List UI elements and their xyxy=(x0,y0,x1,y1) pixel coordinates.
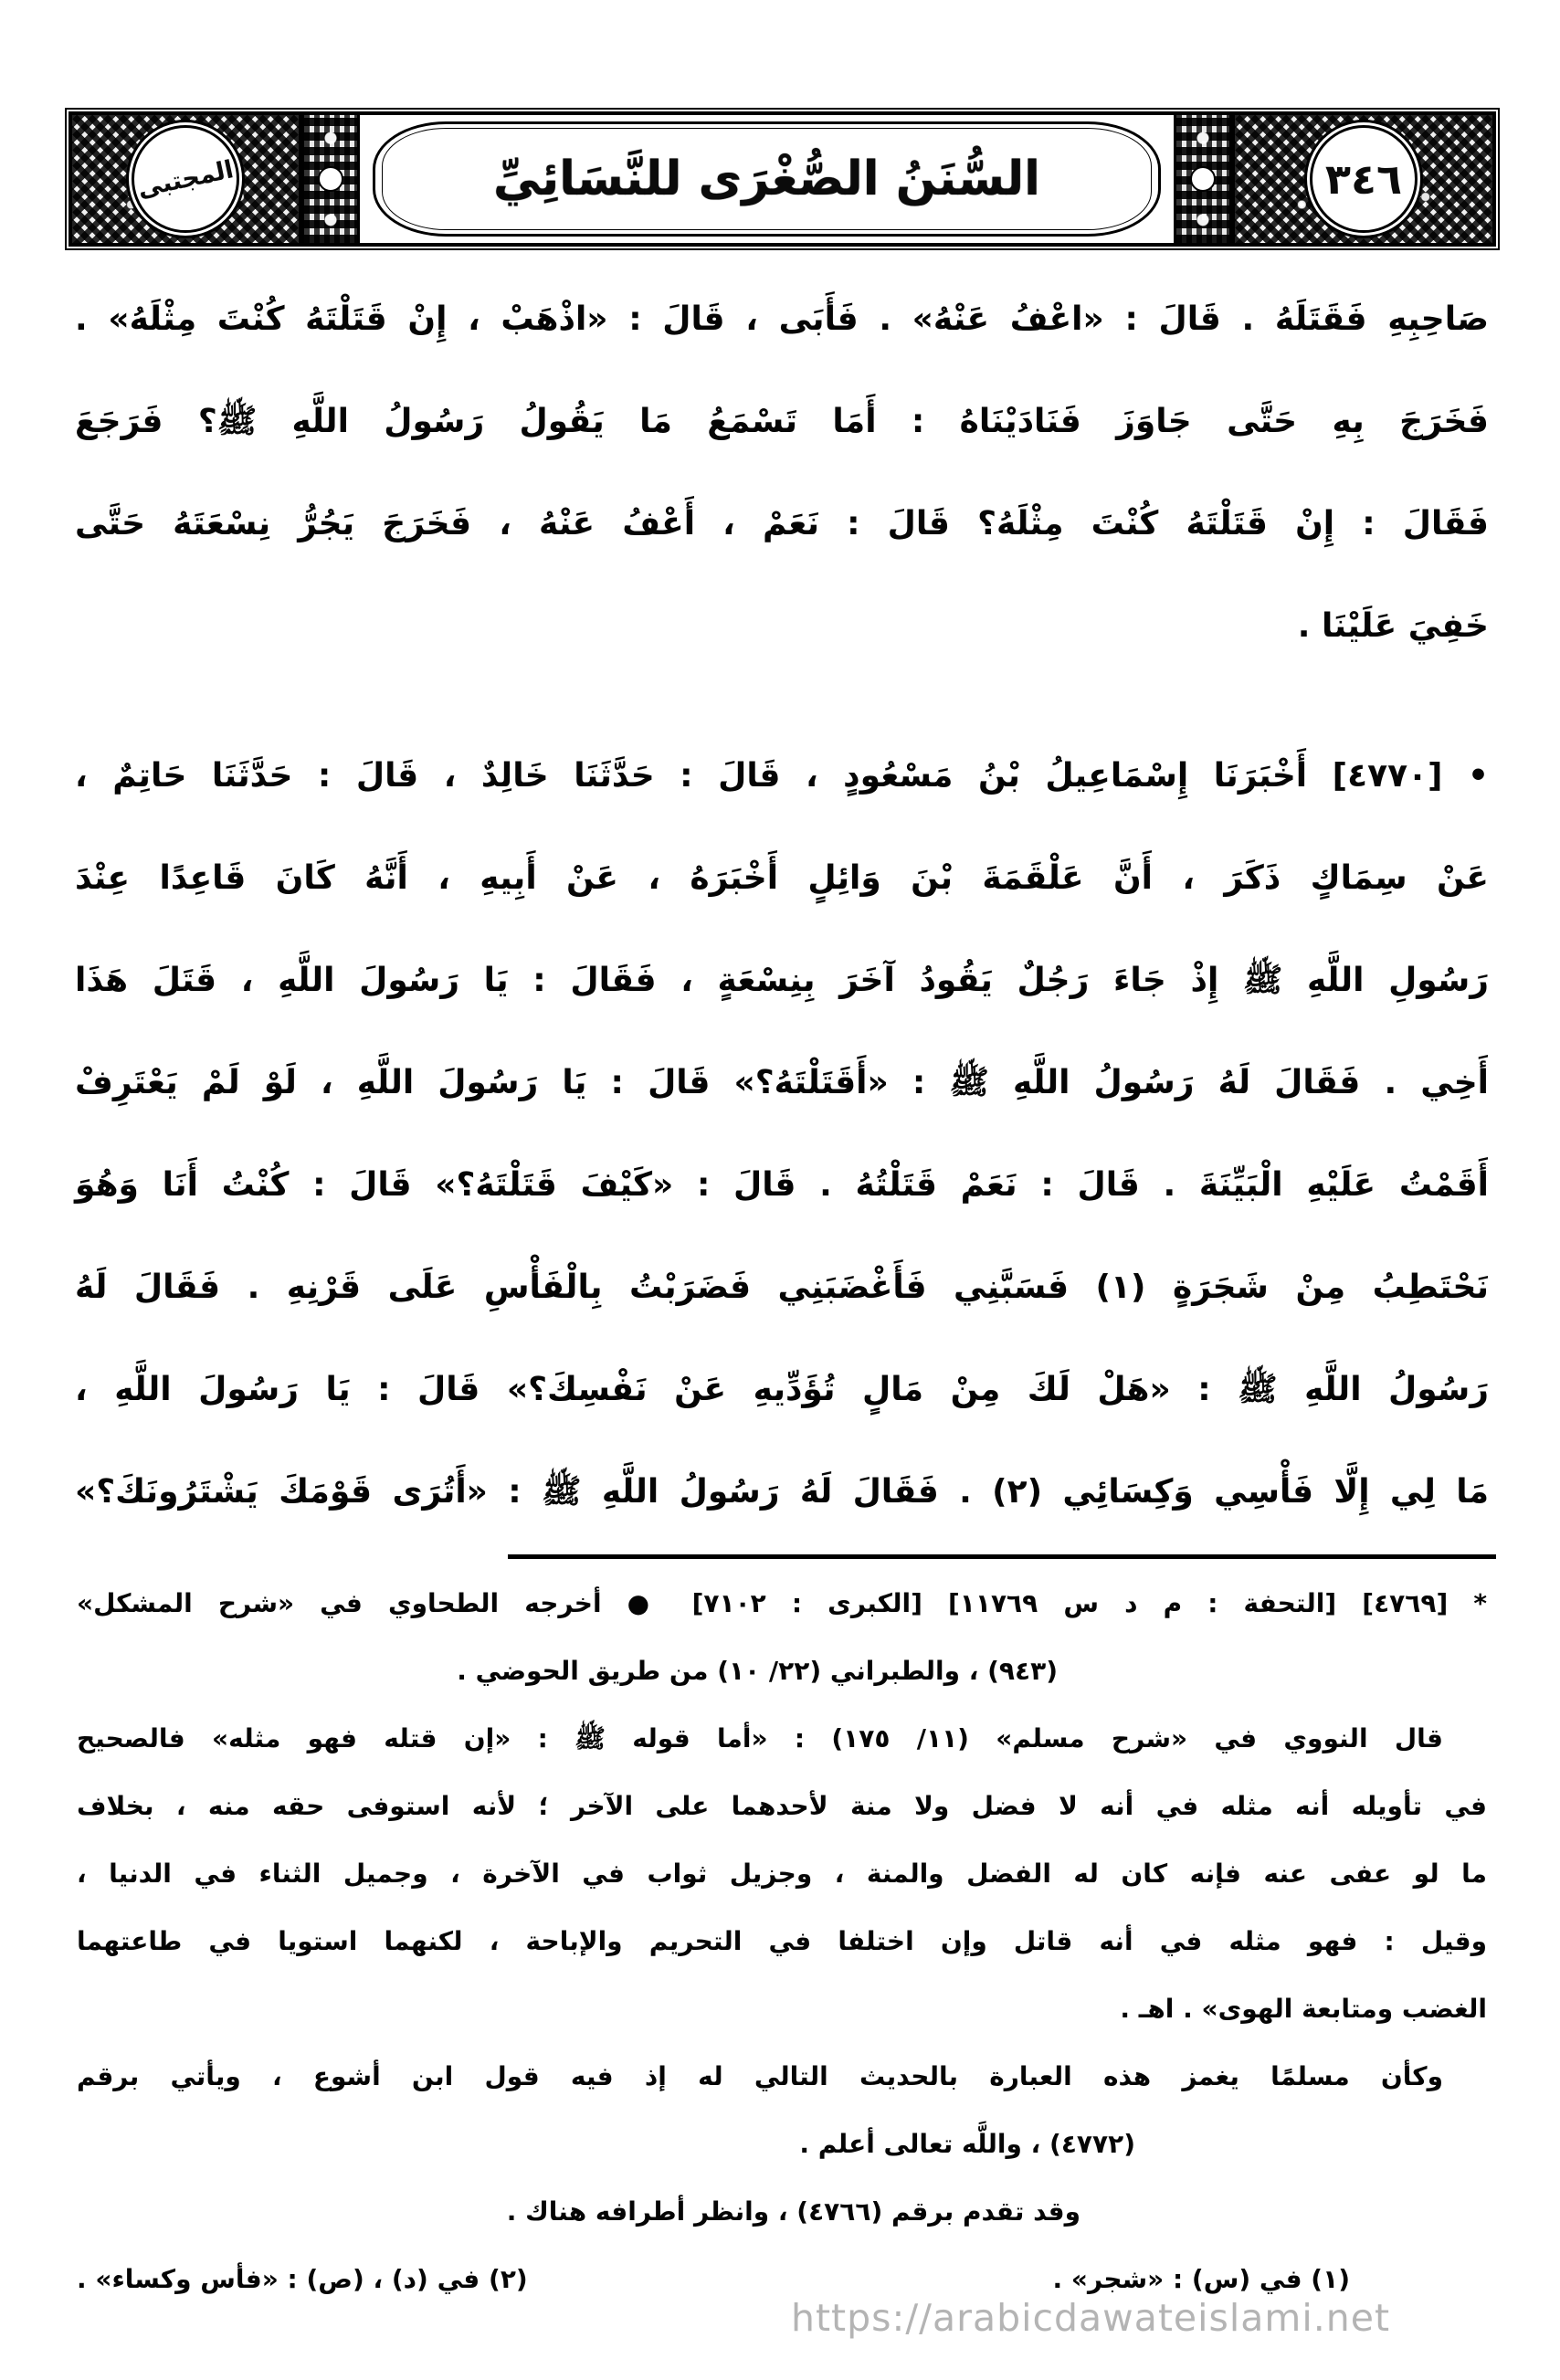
footnote-references-line: * [٤٧٦٩] [التحفة : م د س ١١٧٦٩] [الكبرى : ٧١٠٢] ● أخرجه الطحاوي في «شرح المشكل» xyxy=(77,1588,1487,1618)
medallion-text: المجتبى xyxy=(134,154,237,204)
body-line: خَفِيَ عَلَيْنَا . xyxy=(1297,607,1489,645)
title-cartouche xyxy=(360,115,1174,243)
footnote-line: (٩٤٣) ، والطبراني (٢٢/ ١٠) من طريق الحوضي . xyxy=(457,1656,1058,1686)
body-line: أَخِي . فَقَالَ لَهُ رَسُولُ اللَّهِ ﷺ : «أَقَتَلْتَهُ؟» قَالَ : يَا رَسُولَ اللَّهِ ، لَوْ لَمْ يَعْتَرِفْ xyxy=(75,1064,1489,1101)
page-number-circle xyxy=(1310,125,1418,233)
body-line: فَقَالَ : إِنْ قَتَلْتَهُ كُنْتَ مِثْلَهُ؟ قَالَ : نَعَمْ ، أَعْفُ عَنْهُ ، فَخَرَجَ يَجُرُّ نِسْعَتَهُ حَتَّى xyxy=(75,505,1489,542)
footnote-line: وقيل : فهو مثله في أنه قاتل وإن اختلفا في التحريم والإباحة ، لكنهما استويا في طاعتهما xyxy=(77,1926,1487,1956)
body-line: رَسُولِ اللَّهِ ﷺ إِذْ جَاءَ رَجُلٌ يَقُودُ آخَرَ بِنِسْعَةٍ ، فَقَالَ : يَا رَسُولَ اللَّهِ ، قَتَلَ هَذَا xyxy=(75,962,1489,999)
page-number: ٣٤٦ xyxy=(1324,154,1403,204)
body-line: فَخَرَجَ بِهِ حَتَّى جَاوَزَ فَنَادَيْنَاهُ : أَمَا تَسْمَعُ مَا يَقُولُ رَسُولُ اللَّهِ ﷺ؟ فَرَجَعَ xyxy=(75,403,1489,440)
footnote-line: قال النووي في «شرح مسلم» (١١/ ١٧٥) : «أما قوله ﷺ : «إن قتله فهو مثله» فالصحيح xyxy=(77,1723,1443,1753)
header-band xyxy=(69,111,1496,247)
variant-notes-line xyxy=(77,2258,1487,2301)
page-title: السُّنَنُ الصُّغْرَى للنَّسَائِيِّ xyxy=(493,152,1040,206)
medallion xyxy=(132,125,239,233)
footnote-line: وقد تقدم برقم (٤٧٦٦) ، وانظر أطرافه هناك . xyxy=(506,2196,1080,2227)
body-line: صَاحِبِهِ فَقَتَلَهُ . قَالَ : «اعْفُ عَنْهُ» . فَأَبَى ، قَالَ : «اذْهَبْ ، إِنْ قَتَلْتَهُ كُنْتَ مِثْلَهُ» . xyxy=(75,300,1489,338)
body-line: مَا لِي إِلَّا فَأْسِي وَكِسَائِي (٢) . فَقَالَ لَهُ رَسُولُ اللَّهِ ﷺ : «أَتُرَى قَوْمَكَ يَشْتَرُونَكَ؟» xyxy=(75,1473,1489,1511)
footnote-line: ما لو عفى عنه فإنه كان له الفضل والمنة ، وجزيل ثواب في الآخرة ، وجميل الثناء في الدنيا ، xyxy=(77,1859,1487,1889)
footnote-line: (٤٧٧٢) ، واللَّه تعالى أعلم . xyxy=(799,2129,1135,2159)
body-line: رَسُولُ اللَّهِ ﷺ : «هَلْ لَكَ مِنْ مَالٍ تُؤَدِّيهِ عَنْ نَفْسِكَ؟» قَالَ : يَا رَسُولَ اللَّهِ ، xyxy=(75,1371,1489,1408)
footnote-line: الغضب ومتابعة الهوى» . اهـ . xyxy=(1120,1994,1487,2024)
ornament-right xyxy=(1232,115,1492,243)
footnote-line: وكأن مسلمًا يغمز هذه العبارة بالحديث التالي له إذ فيه قول ابن أشوع ، ويأتي برقم xyxy=(77,2061,1443,2091)
hadith-4770-first-line: • [٤٧٧٠] أَخْبَرَنَا إِسْمَاعِيلُ بْنُ مَسْعُودٍ ، قَالَ : حَدَّثَنَا خَالِدٌ ، قَالَ : حَدَّثَنَا حَاتِمٌ ، xyxy=(75,757,1490,795)
variant-note-1: (١) في (س) : «شجر» . xyxy=(1052,2264,1350,2294)
ornament-left xyxy=(72,115,301,243)
variant-note-2: (٢) في (د) ، (ص) : «فأس وكساء» . xyxy=(77,2264,528,2294)
ornament-strip-left xyxy=(301,115,360,243)
watermark-url: https://arabicdawateislami.net xyxy=(791,2296,1391,2340)
body-line: عَنْ سِمَاكٍ ذَكَرَ ، أَنَّ عَلْقَمَةَ بْنَ وَائِلٍ أَخْبَرَهُ ، عَنْ أَبِيهِ ، أَنَّهُ كَانَ قَاعِدًا عِنْدَ xyxy=(75,859,1489,897)
ornament-strip-right xyxy=(1174,115,1232,243)
footnote-line: في تأويله أنه مثله في أنه لا فضل ولا منة لأحدهما على الآخر ؛ لأنه استوفى حقه منه ، بخلاف xyxy=(77,1791,1487,1821)
body-line: أَقَمْتُ عَلَيْهِ الْبَيِّنَةَ . قَالَ : نَعَمْ قَتَلْتُهُ . قَالَ : «كَيْفَ قَتَلْتَهُ؟» قَالَ : كُنْتُ أَنَا وَهُوَ xyxy=(75,1166,1489,1204)
footnote-separator xyxy=(508,1554,1496,1559)
body-line: نَحْتَطِبُ مِنْ شَجَرَةٍ (١) فَسَبَّنِي فَأَغْضَبَنِي فَضَرَبْتُ بِالْفَأْسِ عَلَى قَرْنِهِ . فَقَالَ لَهُ xyxy=(75,1269,1489,1306)
